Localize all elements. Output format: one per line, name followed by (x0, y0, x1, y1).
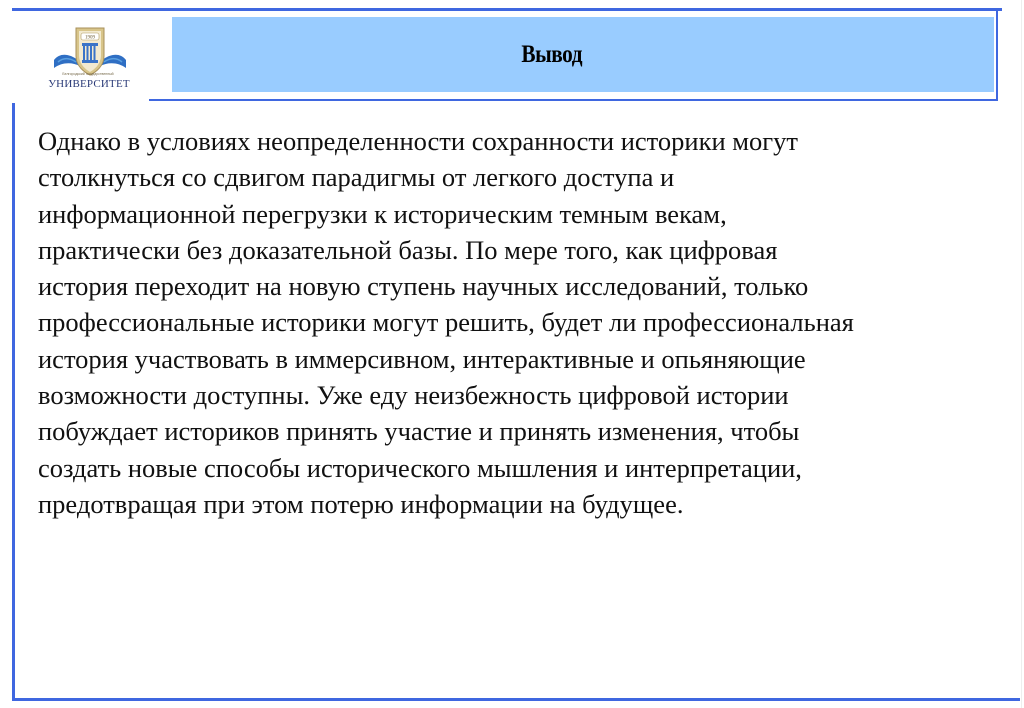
paragraph-line: история переходит на новую ступень научных исследований, только (38, 271, 809, 302)
paragraph-line: побуждает историков принять участие и принять изменения, чтобы (38, 416, 800, 447)
paragraph-line: информационной перегрузки к историческим темным векам, (38, 198, 727, 229)
university-crest-icon (40, 22, 140, 78)
logo-caption: УНИВЕРСИТЕТ (48, 78, 130, 90)
svg-text:1909: 1909 (85, 35, 95, 41)
paragraph-line: столкнуться со сдвигом парадигмы от легкого доступа и (38, 162, 675, 193)
paragraph-line: создать новые способы исторического мышления и интерпретации, (38, 452, 802, 483)
paragraph-line: предотвращая при этом потерю информации на будущее. (38, 488, 684, 519)
paragraph-line: практически без доказательной базы. По мере того, как цифровая (38, 234, 778, 265)
logo-subcaption: Белгородский государственный (62, 72, 114, 76)
page-title: Вывод (521, 40, 583, 68)
paragraph-line: возможности доступны. Уже еду неизбежность цифровой истории (38, 380, 789, 411)
paragraph-line: история участвовать в иммерсивном, интерактивные и опьяняющие (38, 343, 806, 374)
conclusion-paragraph (38, 123, 1024, 522)
title-bar (172, 17, 994, 92)
paragraph-line: профессиональные историки могут решить, будет ли профессиональная (38, 307, 854, 338)
paragraph-line: Однако в условиях неопределенности сохранности историки могут (38, 126, 798, 156)
